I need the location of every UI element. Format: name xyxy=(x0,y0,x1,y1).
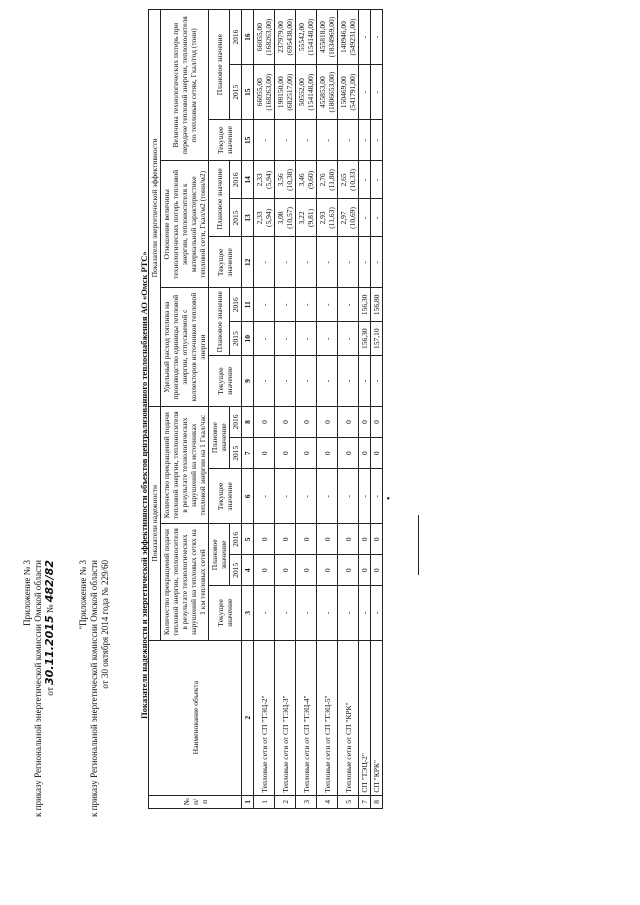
table-cell: 0 xyxy=(254,438,275,469)
table-cell: - xyxy=(296,288,317,322)
column-number: 10 xyxy=(242,322,254,356)
object-name: Тепловые сети от СП "ТЭЦ-5" xyxy=(317,640,338,795)
row-number: 7 xyxy=(359,795,371,808)
appendix2-label: "Приложение № 3 xyxy=(78,560,88,630)
row-number: 5 xyxy=(338,795,359,808)
column-number: 3 xyxy=(242,586,254,640)
column-number: 5 xyxy=(242,524,254,555)
table-row xyxy=(254,10,275,809)
column-number: 8 xyxy=(242,406,254,437)
table-cell: 198150,00 (682517,00) xyxy=(275,65,296,120)
object-name: Тепловые сети от СП "ТЭЦ-4" xyxy=(296,640,317,795)
column-number: 16 xyxy=(242,10,254,65)
table-cell: - xyxy=(254,120,275,161)
table-cell: - xyxy=(371,199,383,237)
table-cell: - xyxy=(359,65,371,120)
table-cell: - xyxy=(317,356,338,407)
table-cell: - xyxy=(317,469,338,524)
order-date: 30.11.2015 xyxy=(43,615,56,685)
table-cell: - xyxy=(371,356,383,407)
order-header xyxy=(22,560,56,880)
row-number: 1 xyxy=(254,795,275,808)
table-cell: 0 xyxy=(338,438,359,469)
table-row xyxy=(371,10,383,809)
table-cell: - xyxy=(359,120,371,161)
table-cell: 156,80 xyxy=(371,288,383,322)
table-cell: 0 xyxy=(317,438,338,469)
table-cell: 0 xyxy=(275,438,296,469)
table-cell: 0 xyxy=(254,406,275,437)
planned-value-header: Плановое значение xyxy=(209,406,230,468)
table-cell: - xyxy=(296,237,317,288)
planned-value-header: Плановое значение xyxy=(209,288,230,356)
table-cell: - xyxy=(338,469,359,524)
efficiency-group-header: Показатели энергетической эффективности xyxy=(149,10,161,407)
table-cell: - xyxy=(338,288,359,322)
current-value-header: Текущее значение xyxy=(209,237,242,288)
table-cell: - xyxy=(296,322,317,356)
column-number: 15 xyxy=(242,65,254,120)
table-cell: 50552,00 (154148,00) xyxy=(296,65,317,120)
g5-header: Величина технологических потерь при передаче тепловой энергии, теплоносителя по тепловым сетям, Гкал/год (тонн) xyxy=(161,10,209,161)
table-cell: 0 xyxy=(371,524,383,555)
table-cell: - xyxy=(275,469,296,524)
table-cell: 0 xyxy=(296,524,317,555)
table-row xyxy=(296,10,317,809)
table-cell: 0 xyxy=(371,406,383,437)
table-cell: 2,65 (10,33) xyxy=(338,161,359,199)
table-cell: - xyxy=(359,237,371,288)
planned-value-header: Плановое значение xyxy=(209,10,230,120)
table-cell: 2,97 (10,69) xyxy=(338,199,359,237)
table-row xyxy=(317,10,338,809)
year-2016-header: 2016 xyxy=(230,288,242,322)
table-cell: - xyxy=(371,65,383,120)
col-num-header: № п/п xyxy=(149,795,242,808)
planned-value-header: Плановое значение xyxy=(209,524,230,586)
year-2015-header: 2015 xyxy=(230,199,242,237)
table-cell: 0 xyxy=(371,555,383,586)
table-cell: 3,08 (10,57) xyxy=(275,199,296,237)
table-cell: - xyxy=(338,586,359,640)
table-cell: 2,33 (5,94) xyxy=(254,199,275,237)
table-row xyxy=(275,10,296,809)
table-cell: - xyxy=(254,586,275,640)
table-cell: 0 xyxy=(254,524,275,555)
col-name-header: Наименование объекта xyxy=(149,640,242,795)
table-cell: - xyxy=(296,469,317,524)
table-cell: 0 xyxy=(317,555,338,586)
table-cell: 0 xyxy=(317,406,338,437)
table-cell: 0 xyxy=(254,555,275,586)
row-number: 4 xyxy=(317,795,338,808)
table-cell: 66055,00 (168263,00) xyxy=(254,65,275,120)
table-cell: - xyxy=(254,356,275,407)
table-cell: 0 xyxy=(371,438,383,469)
g4-header: Отношение величины технологических потерь тепловой энергии, теплоносителя к материальной характеристике тепловой сети, Гкал/м2 (тонн/м2) xyxy=(161,161,209,288)
appendix-label: Приложение № 3 xyxy=(22,560,32,626)
column-number: 9 xyxy=(242,356,254,407)
table-cell: - xyxy=(338,322,359,356)
year-2016-header: 2016 xyxy=(230,524,242,555)
table-cell: 0 xyxy=(359,406,371,437)
table-cell: - xyxy=(338,237,359,288)
footer-mark: • xyxy=(384,496,395,500)
table-cell: 2,93 (11,63) xyxy=(317,199,338,237)
table-cell: 2,33 (5,94) xyxy=(254,161,275,199)
table-cell: 0 xyxy=(359,555,371,586)
table-cell: - xyxy=(338,356,359,407)
table-cell: - xyxy=(371,237,383,288)
table-cell: 0 xyxy=(275,524,296,555)
column-number: 14 xyxy=(242,161,254,199)
table-cell: 0 xyxy=(296,438,317,469)
table-cell: - xyxy=(296,356,317,407)
object-name: СП "ТЭЦ-2" xyxy=(359,640,371,795)
table-cell: - xyxy=(254,469,275,524)
column-number: 13 xyxy=(242,199,254,237)
table-cell: - xyxy=(317,322,338,356)
object-name: СП "КРК" xyxy=(371,640,383,795)
year-2015-header: 2015 xyxy=(230,65,242,120)
row-number: 2 xyxy=(275,795,296,808)
table-cell: - xyxy=(317,237,338,288)
table-cell: 455818,00 (1834969,00) xyxy=(317,10,338,65)
order2-line1: к приказу Региональной энергетической комиссии Омской области xyxy=(89,560,99,817)
column-number: 1 xyxy=(242,795,254,808)
table-cell: 0 xyxy=(338,406,359,437)
table-cell: 140946,00 (549231,00) xyxy=(338,10,359,65)
reliability-group-header: Показатели надежности xyxy=(149,406,161,640)
table-cell: - xyxy=(371,586,383,640)
column-number: 4 xyxy=(242,555,254,586)
table-cell: - xyxy=(275,356,296,407)
object-name: Тепловые сети от СП "КРК" xyxy=(338,640,359,795)
year-2015-header: 2015 xyxy=(230,322,242,356)
table-cell: - xyxy=(296,586,317,640)
column-number: 12 xyxy=(242,237,254,288)
year-2015-header: 2015 xyxy=(230,438,242,469)
separator-line xyxy=(418,515,419,575)
table-cell: 0 xyxy=(359,438,371,469)
table-cell: 0 xyxy=(296,406,317,437)
row-number: 3 xyxy=(296,795,317,808)
table-cell: - xyxy=(338,120,359,161)
order2-line2: от 30 октября 2014 года № 229/60 xyxy=(100,560,110,689)
column-number: 11 xyxy=(242,288,254,322)
table-cell: 55542,00 (154148,00) xyxy=(296,10,317,65)
table-cell: - xyxy=(359,161,371,199)
column-number: 2 xyxy=(242,640,254,795)
table-cell: - xyxy=(317,120,338,161)
table-cell: - xyxy=(317,586,338,640)
table-cell: - xyxy=(371,469,383,524)
table-cell: - xyxy=(254,237,275,288)
table-cell: - xyxy=(275,586,296,640)
column-number: 6 xyxy=(242,469,254,524)
table-cell: 0 xyxy=(338,524,359,555)
table-cell: - xyxy=(275,288,296,322)
g2-header: Количество прекращений подачи тепловой энергии, теплоносителя в результате технологических нарушений на источниках тепловой энергии на 1 Гкал/час xyxy=(161,406,209,524)
g1-header: Количество прекращений подачи тепловой энергии, теплоносителя в результате технологических нарушений на тепловых сетях на 1 км тепловых сетей xyxy=(161,524,209,640)
year-2016-header: 2016 xyxy=(230,161,242,199)
current-value-header: Текущее значение xyxy=(209,469,242,524)
table-cell: - xyxy=(275,237,296,288)
order-date-line: от 30.11.2015 № 482/82 xyxy=(43,560,56,696)
table-cell: 150469,00 (541791,00) xyxy=(338,65,359,120)
column-number: 15 xyxy=(242,120,254,161)
indicators-table xyxy=(148,9,383,809)
table-cell: 0 xyxy=(317,524,338,555)
table-cell: 0 xyxy=(275,406,296,437)
table-cell: 455853,00 (1806653,00) xyxy=(317,65,338,120)
table-cell: - xyxy=(317,288,338,322)
current-value-header: Текущее значение xyxy=(209,356,242,407)
table-cell: 157,10 xyxy=(371,322,383,356)
table-cell: 0 xyxy=(275,555,296,586)
table-cell: - xyxy=(371,120,383,161)
table-cell: - xyxy=(359,199,371,237)
order-line: к приказу Региональной энергетической комиссии Омской области xyxy=(33,560,43,817)
table-row xyxy=(338,10,359,809)
table-cell: 0 xyxy=(296,555,317,586)
object-name: Тепловые сети от СП "ТЭЦ-3" xyxy=(275,640,296,795)
table-cell: 156,30 xyxy=(359,288,371,322)
g3-header: Удельный расход топлива на производство единицы тепловой энергии, отпускаемой с коллекторов источников тепловой энергии xyxy=(161,288,209,407)
object-name: Тепловые сети от СП "ТЭЦ-2" xyxy=(254,640,275,795)
page-title: Показатели надежности и энергетической эффективности объектов централизованного теплоснабжения АО «Омск РТС» xyxy=(139,251,149,719)
table-cell: - xyxy=(296,120,317,161)
table-cell: 0 xyxy=(338,555,359,586)
current-value-header: Текущее значение xyxy=(209,586,242,640)
table-cell: - xyxy=(359,356,371,407)
table-cell: 0 xyxy=(359,524,371,555)
year-2016-header: 2016 xyxy=(230,406,242,437)
table-cell: - xyxy=(371,161,383,199)
table-cell: 237979,00 (695438,00) xyxy=(275,10,296,65)
current-value-header: Текущее значение xyxy=(209,120,242,161)
row-number: 8 xyxy=(371,795,383,808)
table-cell: - xyxy=(254,322,275,356)
table-cell: - xyxy=(275,120,296,161)
table-cell: 3,46 (9,60) xyxy=(296,161,317,199)
table-cell: - xyxy=(359,10,371,65)
table-row xyxy=(359,10,371,809)
order-number: 482/82 xyxy=(43,560,56,603)
table-cell: 3,56 (10,38) xyxy=(275,161,296,199)
table-cell: - xyxy=(359,586,371,640)
table-cell: - xyxy=(359,469,371,524)
table-cell: - xyxy=(254,288,275,322)
column-number: 7 xyxy=(242,438,254,469)
table-cell: - xyxy=(371,10,383,65)
planned-value-header: Плановое значение xyxy=(209,161,230,237)
year-2016-header: 2016 xyxy=(230,10,242,65)
table-cell: 2,76 (11,80) xyxy=(317,161,338,199)
year-2015-header: 2015 xyxy=(230,555,242,586)
table-cell: - xyxy=(275,322,296,356)
table-cell: 66055,00 (168263,00) xyxy=(254,10,275,65)
table-cell: 156,30 xyxy=(359,322,371,356)
table-cell: 3,22 (9,81) xyxy=(296,199,317,237)
order-header-2 xyxy=(78,560,111,880)
